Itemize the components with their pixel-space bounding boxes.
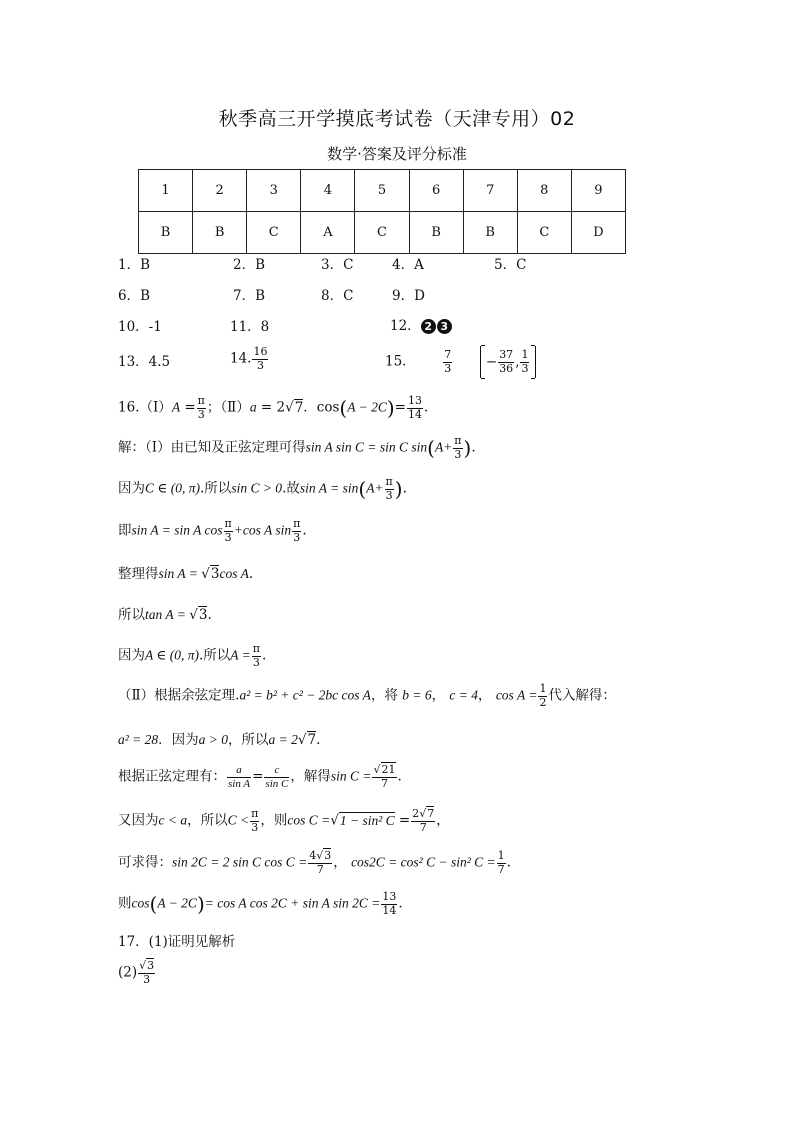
q16-line-12: 则cos(A − 2C)= cos A cos 2C + sin A sin 2C = $\frac{13}{14}$ . [118,890,403,917]
text: . [302,522,307,539]
q16-line-2: 因为C ∈ (0, π).所以sin C > 0.故sin A = sin(A+ $\frac{\pi}{3}$ ). [118,475,407,502]
numerator: π [293,517,301,530]
text: 即 [118,522,132,539]
q16-line-6 [118,643,266,669]
answer-14 [230,346,269,372]
text: ；（Ⅱ） [206,399,250,416]
q16-line-11: 可求得：sin 2C = 2 sin C cos C = $\frac{4√3}{7}$ ， cos2C = cos² C − sin² C = $\frac{1}{7}$ . [118,849,511,876]
numerator: 1 [521,348,529,362]
text: . [397,768,402,785]
fraction [264,764,289,790]
table-cell: A [301,212,355,254]
math: A+ [434,439,453,455]
numerator: 4 [309,849,317,862]
math: cos2C = cos² C − sin² C = [351,854,496,870]
math: c < a [158,812,188,828]
q17-line-2 [118,960,156,986]
math: a = 2 [268,732,298,747]
text: ，则 [260,812,288,829]
circled-3-icon: 3 [437,319,452,334]
answer-6: 6．B [118,288,151,304]
text: . [506,854,511,871]
fraction [197,395,206,421]
fraction [498,349,514,375]
numerator: c [264,764,289,778]
radicand: 3 [147,959,155,972]
numerator: π [224,517,232,530]
math: tan A = [145,607,190,622]
answer-10: 10．-1 [118,319,162,335]
answer-14-label: 14. [230,350,252,367]
text: . [248,566,254,582]
denominator: 3 [197,407,205,421]
math: a > 0 [198,732,229,747]
math: C < [227,812,250,828]
table-cell: 1 [139,170,193,212]
denominator: 7 [380,776,388,790]
math: A − 2C [347,399,387,415]
math: = [394,399,406,416]
q16-summary: 16.（Ⅰ）A = $\frac{\pi}{3}$ ；（Ⅱ）a = 2√7．cos(A − 2C)= $\frac{13}{14}$ . [118,394,429,421]
text: 则 [118,895,132,912]
text: 又因为 [118,812,159,829]
table-cell: 3 [247,170,301,212]
radicand: 21 [381,763,396,776]
text: .所以 [200,480,232,497]
fraction [252,346,268,372]
math: cos A = [495,687,538,703]
math: a² = b² + c² − 2bc cos A [239,687,371,703]
math: sin 2C = 2 sin C cos C = [172,854,308,870]
text: 所以 [118,607,145,623]
denominator: 3 [143,972,151,986]
table-cell: 2 [193,170,247,212]
text: . [471,439,476,456]
math: ．cos [303,399,340,416]
q16-line-10: 又因为c < a，所以C < $\frac{\pi}{3}$ ，则cos C =√1 − sin² C = $\frac{2√7}{7}$ ， [118,807,450,834]
radicand: 3 [324,849,332,862]
denominator: 3 [385,488,393,502]
denominator: 7 [316,862,324,876]
numerator: π [197,394,205,407]
math: cos C = [287,812,331,828]
denominator: 3 [252,655,260,669]
table-cell: 8 [517,170,571,212]
table-row [139,170,626,212]
radicand: 7 [307,732,317,748]
answer-11: 11．8 [230,319,270,335]
text: 代入解得： [548,687,616,704]
math: A+ [366,480,384,496]
numerator: 2 [412,807,420,820]
math: a [249,399,257,415]
text: . [402,480,407,497]
fraction [538,683,547,709]
denominator: 36 [499,362,514,375]
answer-4: 4．A [392,257,424,273]
answer-12 [390,318,453,336]
numerator: 1 [497,849,505,862]
math: cos A [219,566,249,581]
denominator: 3 [293,530,301,544]
fraction: $\frac{4√3}{7}$ [309,849,332,876]
math: = [184,399,196,416]
math: +cos A sin [233,522,292,538]
text: （Ⅱ）根据余弦定理. [118,687,240,704]
math: A ∈ (0, π) [145,647,199,663]
fraction [407,395,423,421]
fraction: $\frac{2√7}{7}$ [412,807,435,834]
text: 解：（Ⅰ）由已知及正弦定理可得 [118,439,306,456]
q16-line-1: 解：（Ⅰ）由已知及正弦定理可得sin A sin C = sin C sin(A+ $\frac{\pi}{3}$ ). [118,434,476,461]
radicand: 1 − sin² C [339,812,395,828]
numerator: π [251,807,259,820]
text: 根据正弦定理有： [118,768,226,785]
text: .所以 [199,647,231,664]
math: cos [131,895,150,911]
q16-line-8: a² = 28．因为a > 0，所以a = 2√7. [118,732,321,748]
fraction [497,850,506,876]
fraction [250,808,259,834]
denominator: sin C [265,777,289,790]
q16-line-7: （Ⅱ）根据余弦定理.a² = b² + c² − 2bc cos A，将 b = 6， c = 4， cos A = $\frac{1}{2}$ 代入解得： [118,682,616,709]
text: 可求得： [118,854,172,871]
numerator: a [227,764,251,778]
answer-2: 2．B [233,257,266,273]
answer-12-label: 12． [390,318,421,334]
denominator: 7 [419,820,427,834]
text: . [316,732,321,748]
math: c = 4 [449,687,479,703]
denominator: 14 [382,903,397,917]
denominator: sin A [228,777,251,790]
math: sin A sin C = sin C sin [305,439,428,455]
math: sin A = sin A cos [131,522,223,538]
table-cell: B [409,212,463,254]
math: a² = 28 [118,732,159,747]
text: ，解得 [290,768,331,785]
table-cell: B [463,212,517,254]
q16-line-5: 所以tan A = √3. [118,607,212,623]
table-cell: C [517,212,571,254]
table-cell: D [571,212,625,254]
math: sin C > 0 [231,480,283,496]
fraction: $\frac{√21}{7}$ [373,763,396,790]
numerator: π [454,434,462,447]
numerator: π [385,475,393,488]
answer-3: 3．C [321,257,354,273]
text: (2) [118,964,138,981]
q16-line-9: 根据正弦定理有： $\frac{a}{\text{sin A}}$ = $\frac{c}{\text{sin C}}$ ，解得sin C = $\frac{√21}{7}$ . [118,763,402,790]
text: 因为 [118,480,145,497]
table-cell: C [355,212,409,254]
fraction [224,518,233,544]
text: . [262,647,267,664]
math: b = 6 [402,687,432,703]
answer-7: 7．B [233,288,266,304]
answer-8: 8．C [321,288,354,304]
table-row [139,212,626,254]
denominator: 3 [444,361,452,375]
fraction [292,518,301,544]
numerator: 13 [382,890,397,903]
circled-2-icon: 2 [421,319,436,334]
math: sin A = sin [299,480,359,496]
denominator: 3 [454,447,462,461]
numerator: 1 [539,682,547,695]
q16-line-4: 整理得sin A = √3cos A. [118,566,254,582]
table-cell: 5 [355,170,409,212]
denominator: 3 [251,820,259,834]
q17-line-1: 17．(1)证明见解析 [118,934,236,950]
table-cell: 9 [571,170,625,212]
table-cell: 6 [409,170,463,212]
denominator: 3 [256,358,264,372]
page-subtitle: 数学·答案及评分标准 [327,145,467,163]
denominator: 7 [497,862,505,876]
answer-9: 9．D [392,288,425,304]
radicand: 3 [210,566,220,582]
numerator: 7 [444,347,452,361]
fraction [227,764,251,790]
answer-15 [385,346,536,378]
math: = 2 [260,399,286,416]
table-cell: B [193,212,247,254]
numerator: π [252,642,261,655]
answer-key-table [138,169,626,254]
radicand: 7 [427,807,435,820]
text: 16.（Ⅰ） [118,399,172,416]
text: ，所以 [228,732,269,748]
math: A = [230,647,251,663]
denominator: 3 [521,362,529,375]
page-title: 秋季高三开学摸底考试卷（天津专用）02 [218,108,576,130]
numerator: 37 [499,348,514,362]
math: A − 2C [157,895,197,911]
math: A [171,399,181,415]
fraction [385,476,394,502]
text: ，将 [370,687,398,704]
text: 整理得 [118,566,159,582]
numerator: 16 [253,345,268,358]
answer-15-label: 15． [385,353,416,370]
fraction [381,891,397,917]
math: = cos A cos 2C + sin A sin 2C = [204,895,381,911]
fraction [453,435,462,461]
fraction [520,349,529,375]
math: = [398,812,411,829]
fraction [252,643,261,669]
numerator: 13 [407,394,422,407]
text: 因为 [118,647,145,664]
text: .故 [282,480,300,497]
q16-line-3 [118,518,307,544]
table-cell: B [139,212,193,254]
answer-1: 1．B [118,257,151,273]
denominator: 3 [224,530,232,544]
math: sin A = [158,566,202,581]
math: C ∈ (0, π) [145,480,201,496]
text: ．因为 [158,732,199,748]
denominator: 2 [539,695,547,709]
denominator: 14 [407,407,422,421]
fraction: $\frac{√3}{3}$ [139,959,155,986]
radicand: 3 [198,607,208,623]
answer-13: 13．4.5 [118,354,171,370]
text: ，所以 [187,812,228,829]
answer-5: 5．C [494,257,527,273]
math: sin C = [330,768,372,784]
text: . [398,895,403,912]
fraction [443,349,452,375]
table-cell: C [247,212,301,254]
table-cell: 7 [463,170,517,212]
interval-bracket: − $\frac{37}{36}$ , $\frac{1}{3}$ [480,346,537,378]
radicand: 7 [294,399,304,416]
text: . [207,607,212,623]
table-cell: 4 [301,170,355,212]
text: . [423,399,429,416]
